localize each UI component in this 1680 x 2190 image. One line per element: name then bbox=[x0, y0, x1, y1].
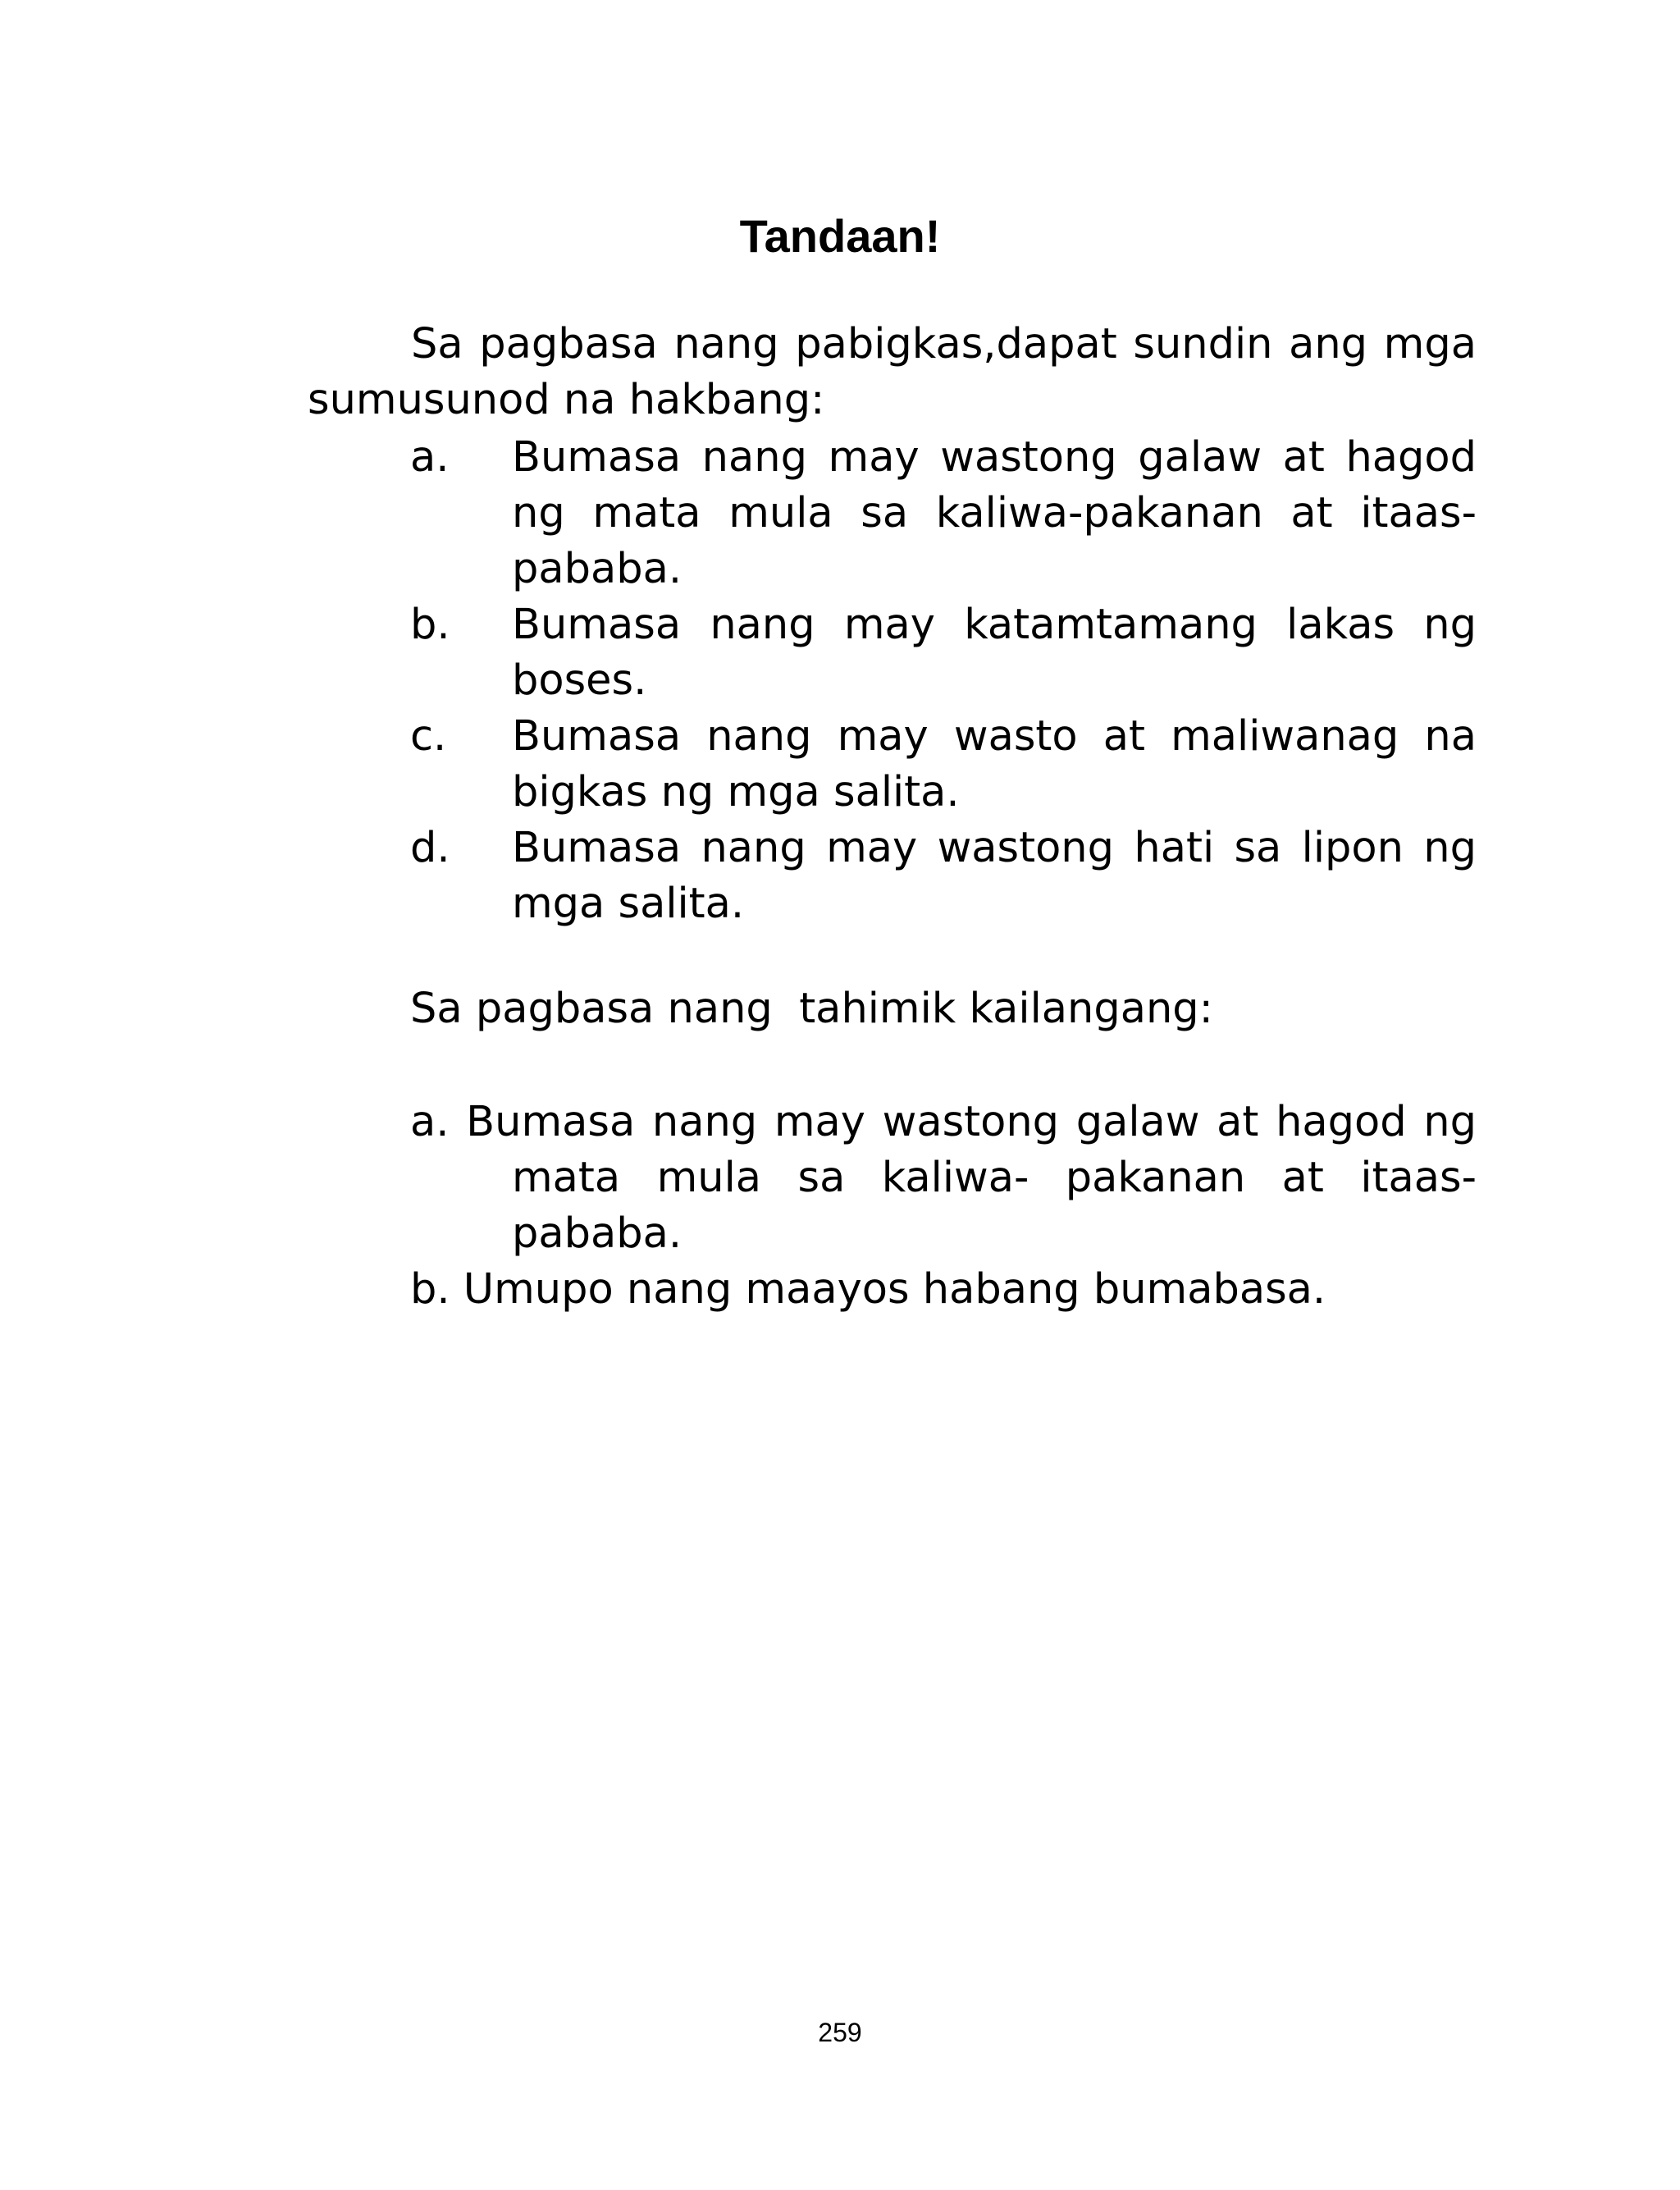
list-item bbox=[410, 597, 1477, 709]
page-number: 259 bbox=[818, 2018, 862, 2047]
intro-paragraph-oral-reading: Sa pagbasa nang pabigkas,dapat sundin ang mga sumusunod na hakbang: bbox=[308, 320, 1477, 424]
list-item-marker: c. bbox=[410, 712, 447, 761]
list-item-text: Bumasa nang may wastong hati sa lipon ng mga salita. bbox=[512, 824, 1477, 928]
list-item-marker: b. bbox=[410, 601, 450, 649]
list-item-marker: a. bbox=[410, 433, 450, 482]
list-item-text: Bumasa nang may wastong galaw at hagod ng mata mula sa kaliwa-pakanan at itaas-pababa. bbox=[512, 433, 1477, 593]
list-item-text: Bumasa nang may wasto at maliwanag na bigkas ng mga salita. bbox=[512, 712, 1477, 816]
list-item: b. Umupo nang maayos habang bumabasa. bbox=[410, 1265, 1326, 1314]
list-item: a. Bumasa nang may wastong galaw at hagod ng mata mula sa kaliwa- pakanan at itaas-pababa. bbox=[410, 1098, 1477, 1258]
list-item-text: Bumasa nang may katamtamang lakas ng boses. bbox=[512, 601, 1477, 705]
oral-reading-steps-list bbox=[410, 430, 1477, 932]
list-item bbox=[410, 821, 1477, 932]
list-item-marker: d. bbox=[410, 824, 450, 872]
intro-paragraph-silent-reading: Sa pagbasa nang tahimik kailangang: bbox=[410, 985, 1213, 1033]
silent-reading-steps-list bbox=[410, 1095, 1477, 1318]
list-item bbox=[410, 430, 1477, 597]
page-title: Tandaan! bbox=[739, 210, 941, 262]
list-item bbox=[410, 709, 1477, 821]
